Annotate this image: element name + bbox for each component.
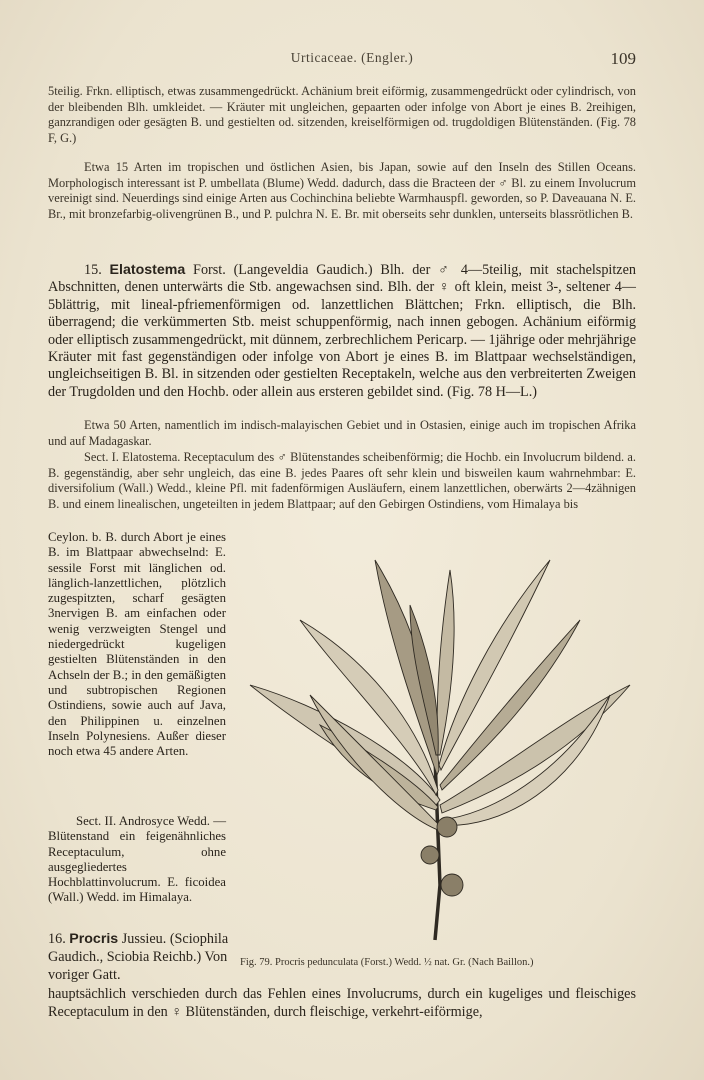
paragraph-section-1: Sect. I. Elatostema. Receptaculum des ♂ Blütenstandes scheibenförmig; die Hochb. ein Involucrum bildend. a. B. gegenständig, aber sehr ungleich, das eine B. jedes Paares oft sehr klein und bisweilen kaum wahrnehmbar: E. diversifolium (Wall.) Wedd., kleine Pfl. mit fadenförmigen Ausläufern, einem lanzettlichen, oberwärts 2—4zähnigen B. und einem linealischen, ungeteilten in jedem Blattpaar; auf den Gebirgen Ostindiens, vom Himalaya bis — [48, 450, 636, 511]
paragraph-procris-species: Etwa 15 Arten im tropischen und östlichen Asien, bis Japan, sowie auf den Inseln des Stillen Oceans. Morphologisch interessant ist P. umbellata (Blume) Wedd. dadurch, dass die Bracteen der ♂ Bl. zu einem Involucrum vereinigt sind. Neuerdings sind einige Arten aus Cochinchina beliebte Warmhauspfl. geworden, so P. Daveauana N. E. Br., mit bronzefarbig-olivengrünen B., und P. pulchra N. E. Br. mit oberseits sehr dunklen, unterseits blassrötlichen B. — [48, 160, 636, 221]
paragraph-elatostema-distribution: Etwa 50 Arten, namentlich im indisch-malayischen Gebiet und in Ostasien, einige auch im tropischen Afrika und auf Madagaskar. — [48, 418, 636, 448]
genus-description: Jussieu. (Sciophila Gaudich., Sciobia Reichb.) Von voriger Gatt. — [48, 931, 229, 983]
paragraph-section-2: Sect. II. Androsyce Wedd. — Blütenstand ein feigenähnliches Receptaculum, ohne ausgegliedertes Hochblattinvolucrum. E. ficoidea (Wall.) Wedd. im Himalaya. — [48, 814, 226, 905]
figure-caption: Fig. 79. Procris pedunculata (Forst.) Wedd. ½ nat. Gr. (Nach Baillon.) — [240, 957, 534, 968]
genus-number: 15. — [84, 262, 102, 278]
receptacle — [421, 846, 439, 864]
genus-description: Forst. (Langeveldia Gaudich.) Blh. der ♂ 4—5teilig, mit stachelspitzen Abschnitten, denen unterwärts die Stb. angewachsen sind. Blh. der ♀ oft klein, meist 3-, seltener 4—5blättrig, mit lineal-pfriemenförmigen od. lanzettlichen Blättchen; Frkn. elliptisch, die Blh. überragend; die verkümmerten Stb. meist schuppenförmig, nach innen gebogen. Achänium eiförmig oder elliptisch zusammengedrückt, mit dünnem, zerbrechlichem Pericarp. — 1jährige oder mehrjährige Kräuter mit fast gegenständigen oder infolge von Abort je eines B. im Blattpaar wechselständigen, ungleichseitigen B. Bl. in sitzenden oder gestielten Receptakeln, welche aus den verbreiterten Zweigen der Trugdolden und den Hochb. oder allein aus ersteren gebildet sind. (Fig. 78 H—L.) — [48, 262, 636, 400]
genus-name: Procris — [69, 931, 119, 947]
receptacle — [441, 874, 463, 896]
genus-number: 16. — [48, 931, 66, 947]
genus-name: Elatostema — [109, 262, 186, 278]
figure-procris-illustration — [240, 555, 640, 945]
paragraph-procris-genus — [48, 930, 238, 984]
receptacle — [437, 817, 457, 837]
paragraph-procris-continued: 5teilig. Frkn. elliptisch, etwas zusammengedrückt. Achänium breit eiförmig, zusammengedrückt oder cylindrisch, von der bleibenden Blh. umkleidet. — Kräuter mit ungleichen, gepaarten oder infolge von Abort je eines B. 2reihigen, ganzrandigen oder gesägten B. und gestielten od. sitzenden, kreiselförmigen od. trugdoldigen Blütenständen. (Fig. 78 F, G.) — [48, 84, 636, 145]
paragraph-section-1-b: Ceylon. b. B. durch Abort je eines B. im Blattpaar abwechselnd: E. sessile Forst mit länglichen od. länglich-lanzettlichen, plötzlich zugespitzten, scharf gesägten 3nervigen B. am einfachen oder wenig verzweigten Stengel und niedergedrückt kugeligen gestielten Blütenständen in den Achseln der B.; in den gemäßigten und subtropischen Regionen Ostindiens, sowie auch auf Java, den Philippinen u. einzelnen Inseln Polynesiens. Außer dieser noch etwa 45 andere Arten. — [48, 530, 226, 759]
page-number: 109 — [610, 49, 636, 68]
paragraph-elatostema — [48, 262, 636, 401]
paragraph-procris-description: hauptsächlich verschieden durch das Fehlen eines Involucrums, durch ein kugeliges und fleischiges Receptaculum in den ♀ Blütenständen, durch fleischige, verkehrt-eiförmige, — [48, 986, 636, 1020]
running-header: Urticaceae. (Engler.) — [290, 50, 414, 65]
